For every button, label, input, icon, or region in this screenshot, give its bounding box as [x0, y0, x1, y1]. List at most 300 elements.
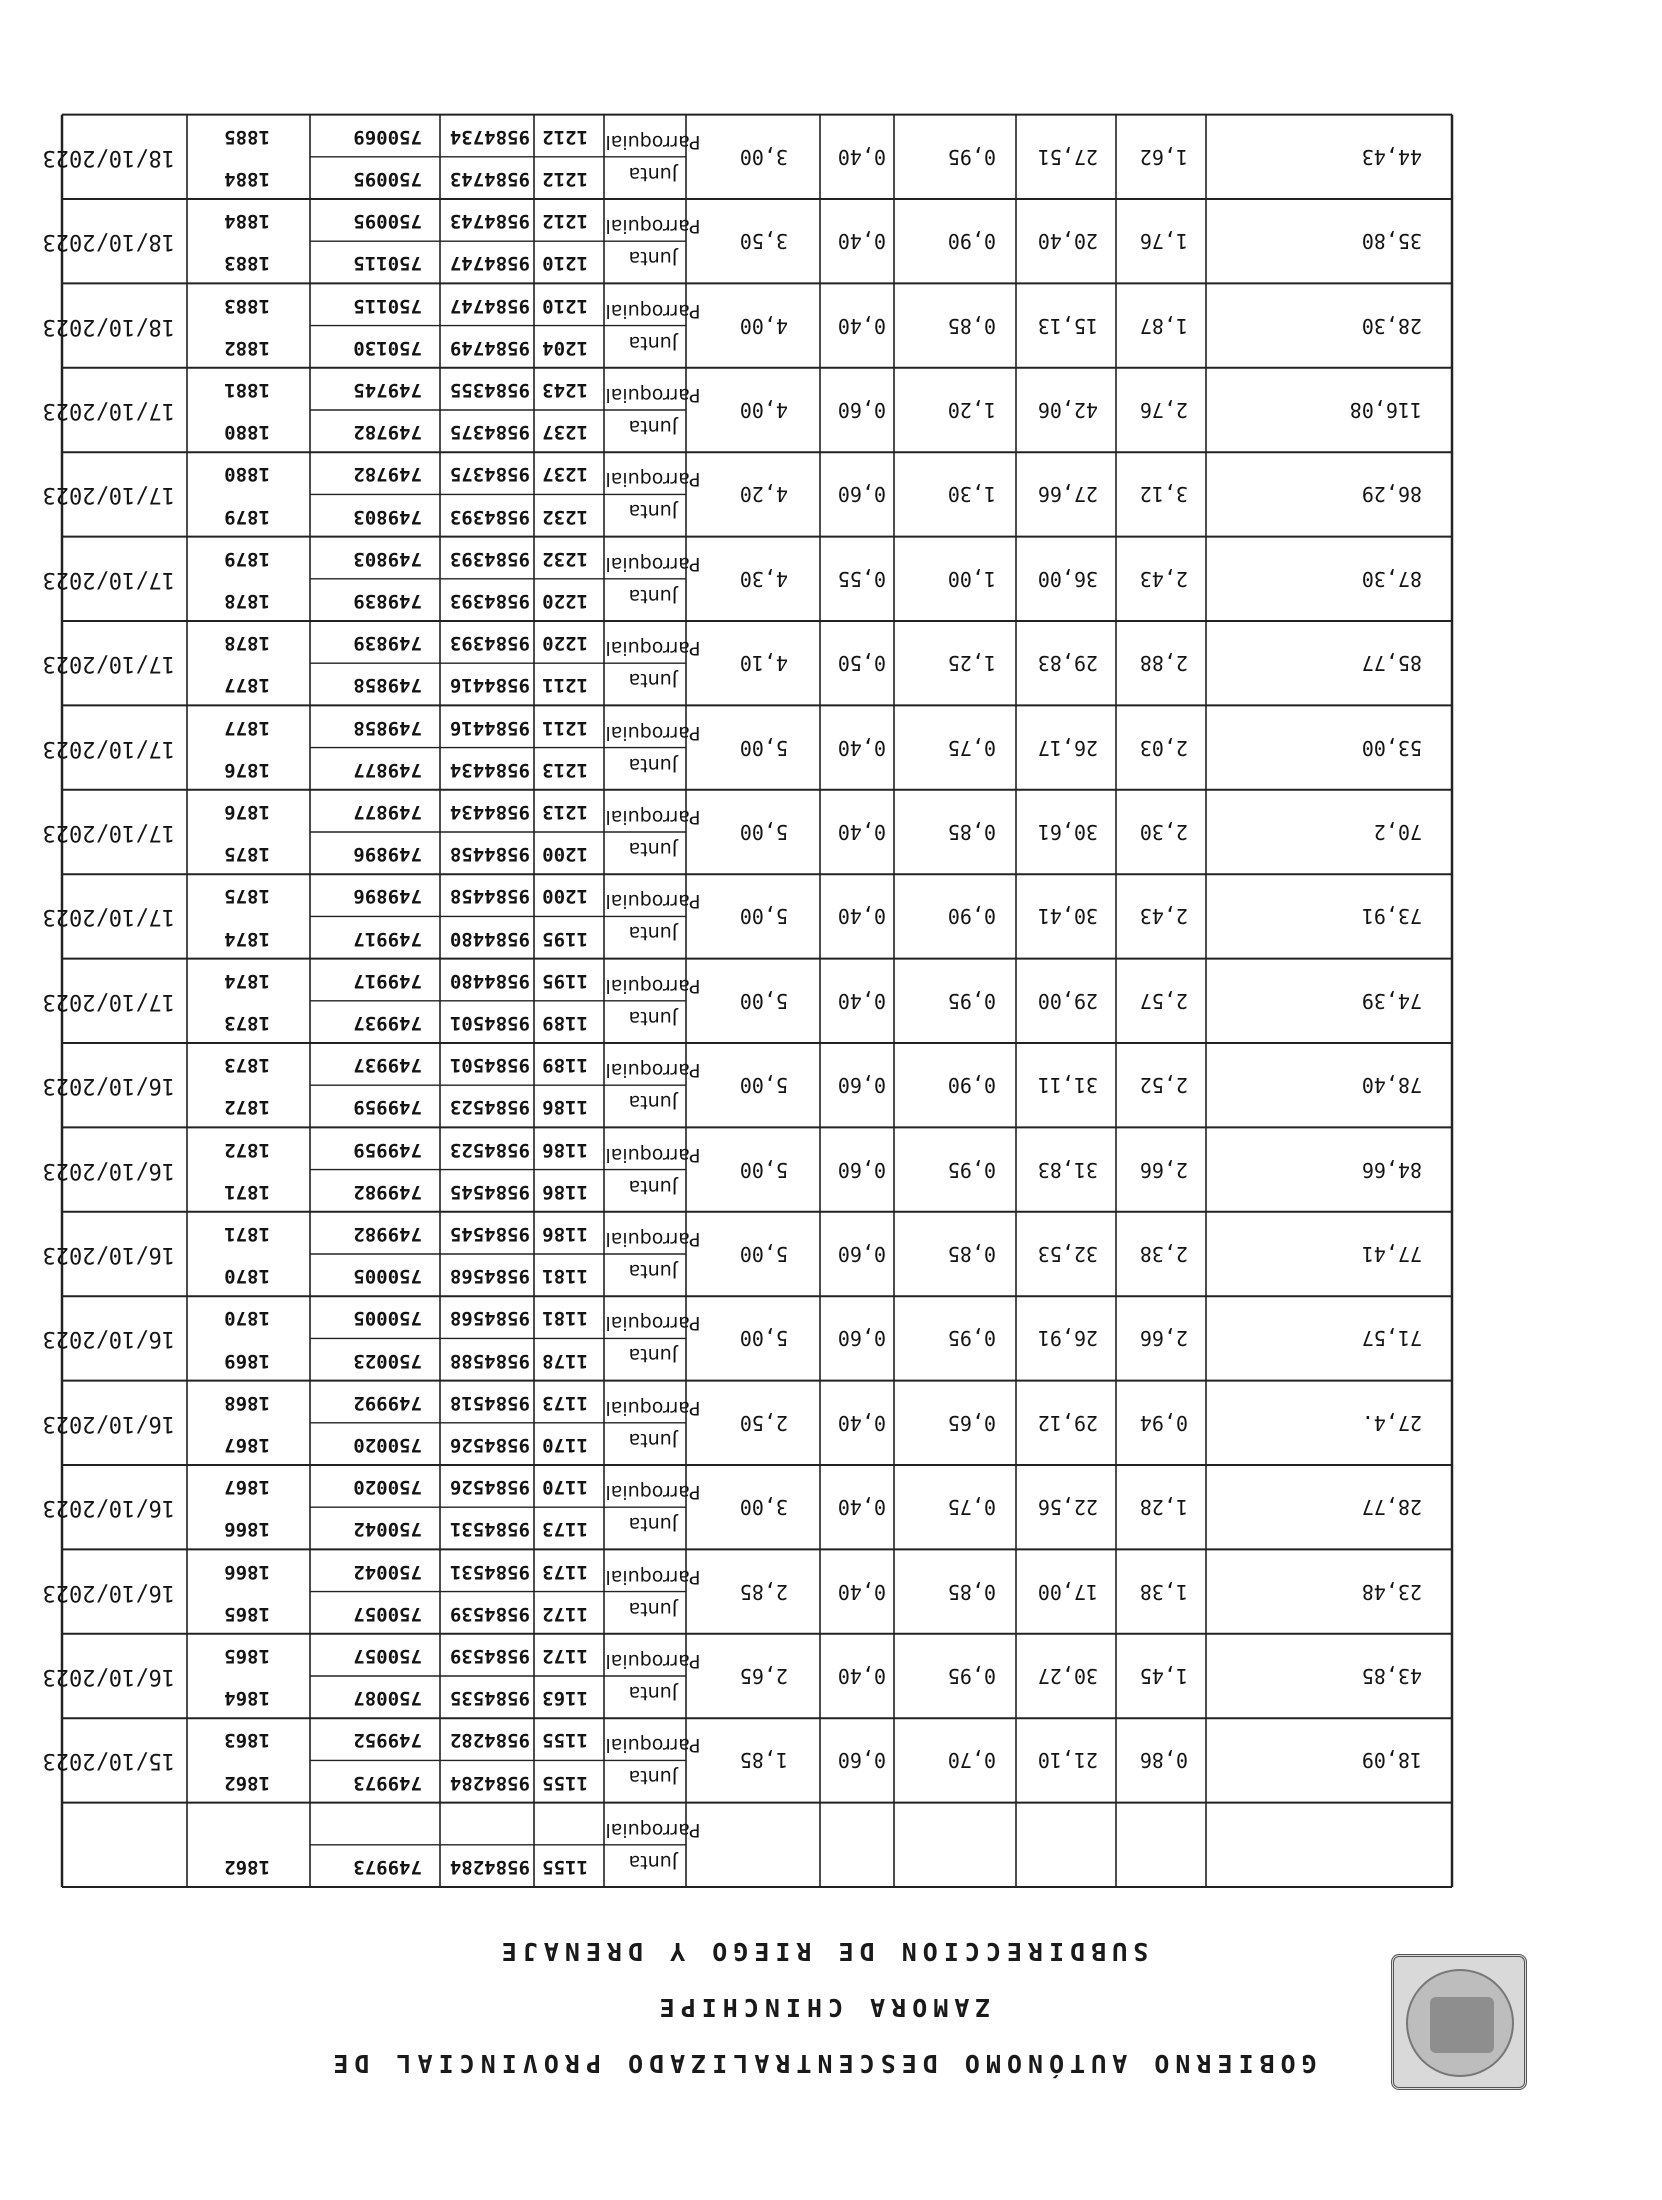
point-number: 1875: [224, 843, 270, 866]
cota: 1186: [542, 1138, 588, 1161]
coord-y: 9584545: [449, 1180, 530, 1203]
value-5: 1,62: [1139, 144, 1188, 169]
entity-line-1: Junta: [628, 669, 678, 692]
entity-line-1: Junta: [628, 1513, 678, 1536]
point-number: 1868: [224, 1391, 270, 1414]
value-4: 15,13: [1037, 313, 1098, 338]
point-number: 1867: [224, 1476, 270, 1499]
coord-x: 749992: [353, 1391, 422, 1414]
value-5: 2,38: [1139, 1242, 1188, 1266]
coord-x: 749917: [353, 927, 422, 950]
point-number: 1883: [224, 252, 270, 275]
cota: 1237: [542, 463, 588, 486]
value-3: 0,85: [947, 820, 996, 844]
entity-line-2: Parroquial: [605, 974, 701, 997]
record-date: 17/10/2023: [42, 651, 175, 677]
value-3: 0,85: [947, 313, 996, 338]
record-date: 17/10/2023: [42, 820, 175, 845]
value-total: 23,48: [1361, 1579, 1422, 1604]
value-1: 3,00: [739, 144, 788, 169]
record-date: 17/10/2023: [42, 566, 175, 592]
entity-line-2: Parroquial: [605, 1143, 701, 1166]
entity-line-2: Parroquial: [605, 1396, 701, 1419]
cota: 1172: [542, 1602, 588, 1625]
value-total: 77,41: [1361, 1242, 1422, 1266]
entity-line-2: Parroquial: [605, 1565, 701, 1588]
record-date: 16/10/2023: [42, 1073, 175, 1099]
value-total: 71,57: [1361, 1326, 1422, 1351]
value-1: 3,00: [739, 1495, 788, 1520]
coord-x: 750069: [353, 125, 422, 148]
entity-line-1: Junta: [628, 922, 678, 945]
value-total: 84,66: [1361, 1157, 1422, 1182]
value-2: 0,40: [837, 229, 886, 254]
coord-y: 9584434: [449, 758, 530, 781]
cota: 1213: [542, 758, 588, 781]
entity-line-1: Junta: [628, 1006, 678, 1029]
value-3: 0,65: [947, 1410, 996, 1435]
point-number: 1870: [224, 1265, 270, 1288]
value-5: 3,12: [1139, 482, 1188, 507]
coord-x: 750023: [353, 1349, 422, 1372]
coord-y: 9584747: [449, 252, 530, 275]
entity-line-1: Junta: [628, 838, 678, 860]
value-3: 0,95: [947, 1664, 996, 1688]
value-5: 2,76: [1139, 398, 1188, 422]
entity-line-1: Junta: [628, 162, 678, 185]
entity-line-1: Junta: [628, 584, 678, 607]
coord-x: 749877: [353, 801, 422, 823]
entity-line-1: Junta: [628, 1260, 678, 1282]
cota: 1155: [542, 1771, 588, 1794]
value-4: 30,61: [1037, 820, 1098, 844]
coord-y: 9584531: [449, 1518, 530, 1541]
entity-line-1: Junta: [628, 500, 678, 523]
entity-line-2: Parroquial: [605, 299, 701, 322]
cota: 1200: [542, 885, 588, 908]
value-5: 2,43: [1139, 904, 1188, 929]
cota: 1220: [542, 632, 588, 655]
value-5: 1,45: [1139, 1664, 1188, 1688]
value-5: 2,43: [1139, 566, 1188, 591]
value-5: 1,87: [1139, 313, 1188, 338]
cota: 1186: [542, 1223, 588, 1245]
record-date: 16/10/2023: [42, 1495, 175, 1521]
value-4: 30,27: [1037, 1664, 1098, 1688]
value-total: 35,80: [1361, 229, 1422, 254]
coord-x: 749937: [353, 1012, 422, 1034]
value-3: 0,90: [947, 904, 996, 929]
entity-line-1: Junta: [628, 247, 678, 270]
point-number: 1882: [224, 336, 270, 359]
point-number: 1866: [224, 1518, 270, 1541]
value-1: 3,50: [739, 229, 788, 254]
coord-x: 750115: [353, 294, 422, 317]
value-1: 2,85: [739, 1579, 788, 1604]
value-5: 0,94: [1139, 1410, 1188, 1435]
entity-line-1: Junta: [628, 1766, 678, 1789]
coord-x: 749973: [353, 1856, 422, 1878]
entity-line-2: Parroquial: [605, 552, 701, 575]
coord-y: 9584526: [449, 1476, 530, 1499]
value-2: 0,40: [837, 1495, 886, 1520]
value-4: 31,83: [1037, 1157, 1098, 1182]
coord-y: 9584535: [449, 1687, 530, 1710]
entity-line-1: Junta: [628, 1850, 678, 1873]
point-number: 1871: [224, 1180, 270, 1203]
entity-line-2: Parroquial: [605, 1650, 701, 1672]
coord-x: 750130: [353, 336, 422, 359]
coord-y: 9584284: [449, 1771, 530, 1794]
value-4: 21,10: [1037, 1748, 1098, 1773]
coord-x: 749917: [353, 969, 422, 992]
cota: 1163: [542, 1687, 588, 1710]
value-2: 0,60: [837, 1073, 886, 1098]
coord-y: 9584393: [449, 590, 530, 612]
coord-y: 9584743: [449, 168, 530, 190]
value-3: 1,30: [947, 482, 996, 507]
value-1: 5,00: [739, 820, 788, 844]
cota: 1173: [542, 1560, 588, 1583]
coord-x: 749839: [353, 590, 422, 612]
value-1: 5,00: [739, 735, 788, 760]
coord-y: 9584284: [449, 1856, 530, 1878]
value-total: 86,29: [1361, 482, 1422, 507]
point-number: 1870: [224, 1307, 270, 1330]
record-date: 17/10/2023: [42, 904, 175, 930]
cota: 1232: [542, 505, 588, 528]
value-total: 70,2: [1373, 820, 1422, 844]
coord-x: 750020: [353, 1434, 422, 1456]
value-2: 0,60: [837, 1157, 886, 1182]
coord-x: 749973: [353, 1771, 422, 1794]
value-3: 0,90: [947, 1073, 996, 1098]
coord-x: 749982: [353, 1223, 422, 1245]
coord-x: 750042: [353, 1560, 422, 1583]
value-total: 28,77: [1361, 1495, 1422, 1520]
value-2: 0,50: [837, 651, 886, 676]
coord-y: 9584743: [449, 210, 530, 233]
coord-x: 749745: [353, 379, 422, 401]
cota: 1186: [542, 1096, 588, 1119]
value-5: 1,38: [1139, 1579, 1188, 1604]
coord-y: 9584501: [449, 1054, 530, 1077]
coord-y: 9584393: [449, 632, 530, 655]
value-2: 0,40: [837, 820, 886, 844]
point-number: 1865: [224, 1602, 270, 1625]
value-4: 20,40: [1037, 229, 1098, 254]
value-total: 73,91: [1361, 904, 1422, 929]
cota: 1186: [542, 1180, 588, 1203]
point-number: 1879: [224, 505, 270, 528]
value-2: 0,40: [837, 735, 886, 760]
value-4: 27,51: [1037, 144, 1098, 169]
coord-y: 9584282: [449, 1729, 530, 1752]
entity-line-1: Junta: [628, 1091, 678, 1114]
point-number: 1873: [224, 1054, 270, 1077]
coord-y: 9584393: [449, 547, 530, 570]
cota: 1212: [542, 168, 588, 190]
record-date: 17/10/2023: [42, 482, 175, 508]
cota: 1204: [542, 336, 588, 359]
point-number: 1872: [224, 1138, 270, 1161]
entity-line-2: Parroquial: [605, 384, 701, 406]
value-2: 0,55: [837, 566, 886, 591]
point-number: 1881: [224, 379, 270, 401]
coord-x: 749959: [353, 1096, 422, 1119]
coord-x: 749782: [353, 463, 422, 486]
entity-line-2: Parroquial: [605, 1228, 701, 1250]
coord-x: 749839: [353, 632, 422, 655]
value-3: 0,95: [947, 144, 996, 169]
cota: 1210: [542, 294, 588, 317]
point-number: 1885: [224, 125, 270, 148]
coord-y: 9584734: [449, 125, 530, 148]
value-5: 2,57: [1139, 988, 1188, 1013]
cota: 1220: [542, 590, 588, 612]
coord-y: 9584588: [449, 1349, 530, 1372]
entity-line-2: Parroquial: [605, 806, 701, 828]
value-total: 53,00: [1361, 735, 1422, 760]
value-3: 0,85: [947, 1579, 996, 1604]
coord-x: 749982: [353, 1180, 422, 1203]
value-5: 1,76: [1139, 229, 1188, 254]
point-number: 1865: [224, 1645, 270, 1667]
value-4: 22,56: [1037, 1495, 1098, 1520]
entity-line-2: Parroquial: [605, 215, 701, 238]
cota: 1189: [542, 1012, 588, 1034]
value-5: 2,03: [1139, 735, 1188, 760]
value-1: 4,00: [739, 313, 788, 338]
record-date: 17/10/2023: [42, 735, 175, 761]
cota: 1212: [542, 125, 588, 148]
value-1: 4,00: [739, 398, 788, 422]
coord-x: 749952: [353, 1729, 422, 1752]
value-1: 5,00: [739, 988, 788, 1013]
value-2: 0,60: [837, 1748, 886, 1773]
value-3: 0,75: [947, 1495, 996, 1520]
point-number: 1874: [224, 927, 270, 950]
value-total: 87,30: [1361, 566, 1422, 591]
coord-y: 9584480: [449, 927, 530, 950]
value-1: 5,00: [739, 1073, 788, 1098]
coord-y: 9584375: [449, 463, 530, 486]
coord-x: 750087: [353, 1687, 422, 1710]
entity-line-2: Parroquial: [605, 1481, 701, 1504]
value-5: 2,88: [1139, 651, 1188, 676]
header-line-1: GOBIERNO AUTÓNOMO DESCENTRALIZADO PROVINCIAL DE: [327, 2049, 1317, 2078]
value-total: 44,43: [1361, 144, 1422, 169]
record-date: 18/10/2023: [42, 229, 175, 255]
coord-y: 9584434: [449, 801, 530, 823]
coord-x: 749782: [353, 421, 422, 444]
coord-x: 749896: [353, 843, 422, 866]
value-4: 29,00: [1037, 988, 1098, 1013]
value-2: 0,60: [837, 482, 886, 507]
cota: 1195: [542, 927, 588, 950]
value-4: 30,41: [1037, 904, 1098, 929]
coord-x: 750095: [353, 168, 422, 190]
coord-y: 9584568: [449, 1265, 530, 1288]
cota: 1213: [542, 801, 588, 823]
cota: 1243: [542, 379, 588, 401]
entity-line-2: Parroquial: [605, 890, 701, 913]
value-5: 2,66: [1139, 1326, 1188, 1351]
point-number: 1872: [224, 1096, 270, 1119]
coord-x: 750095: [353, 210, 422, 233]
coord-x: 750057: [353, 1645, 422, 1667]
value-3: 1,20: [947, 398, 996, 422]
value-1: 2,50: [739, 1410, 788, 1435]
value-4: 29,12: [1037, 1410, 1098, 1435]
value-total: 116,08: [1349, 398, 1422, 422]
point-number: 1878: [224, 632, 270, 655]
point-number: 1869: [224, 1349, 270, 1372]
entity-line-2: Parroquial: [605, 721, 701, 744]
coord-y: 9584749: [449, 336, 530, 359]
entity-line-2: Parroquial: [605, 130, 701, 153]
coord-y: 9584416: [449, 716, 530, 739]
value-total: 78,40: [1361, 1073, 1422, 1098]
value-5: 2,66: [1139, 1157, 1188, 1182]
value-1: 4,20: [739, 482, 788, 507]
coord-x: 749896: [353, 885, 422, 908]
record-date: 16/10/2023: [42, 1579, 175, 1605]
point-number: 1883: [224, 294, 270, 317]
point-number: 1874: [224, 969, 270, 992]
value-total: 28,30: [1361, 313, 1422, 338]
entity-line-2: Parroquial: [605, 1059, 701, 1082]
coord-x: 749959: [353, 1138, 422, 1161]
entity-line-2: Parroquial: [605, 1734, 701, 1757]
coord-x: 750115: [353, 252, 422, 275]
record-date: 17/10/2023: [42, 398, 175, 423]
coord-x: 749858: [353, 674, 422, 697]
cota: 1237: [542, 421, 588, 444]
point-number: 1876: [224, 758, 270, 781]
entity-line-2: Parroquial: [605, 1818, 701, 1841]
coord-x: 749803: [353, 505, 422, 528]
entity-line-1: Junta: [628, 1597, 678, 1620]
value-1: 5,00: [739, 1326, 788, 1351]
value-1: 5,00: [739, 904, 788, 929]
value-total: 18,09: [1361, 1748, 1422, 1773]
value-1: 5,00: [739, 1242, 788, 1266]
cota: 1178: [542, 1349, 588, 1372]
entity-line-1: Junta: [628, 753, 678, 776]
point-number: 1878: [224, 590, 270, 612]
point-number: 1873: [224, 1012, 270, 1034]
cota: 1195: [542, 969, 588, 992]
value-1: 4,10: [739, 651, 788, 676]
cota: 1172: [542, 1645, 588, 1667]
value-3: 0,70: [947, 1748, 996, 1773]
point-number: 1884: [224, 168, 270, 190]
entity-line-1: Junta: [628, 416, 678, 438]
value-total: 74,39: [1361, 988, 1422, 1013]
value-1: 5,00: [739, 1157, 788, 1182]
entity-line-2: Parroquial: [605, 468, 701, 491]
header-line-3: SUBDIRECCION DE RIEGO Y DRENAJE: [495, 1937, 1149, 1966]
value-3: 0,75: [947, 735, 996, 760]
point-number: 1867: [224, 1434, 270, 1456]
entity-line-2: Parroquial: [605, 637, 701, 660]
record-date: 16/10/2023: [42, 1326, 175, 1352]
point-number: 1879: [224, 547, 270, 570]
coord-x: 750005: [353, 1265, 422, 1288]
value-4: 31,11: [1037, 1073, 1098, 1098]
value-5: 0,86: [1139, 1748, 1188, 1773]
value-2: 0,60: [837, 1242, 886, 1266]
point-number: 1862: [224, 1771, 270, 1794]
value-3: 0,95: [947, 988, 996, 1013]
value-total: 85,77: [1361, 651, 1422, 676]
record-date: 16/10/2023: [42, 1664, 175, 1689]
point-number: 1880: [224, 463, 270, 486]
coord-y: 9584355: [449, 379, 530, 401]
entity-line-2: Parroquial: [605, 1312, 701, 1335]
coord-y: 9584539: [449, 1645, 530, 1667]
value-2: 0,40: [837, 988, 886, 1013]
coord-y: 9584568: [449, 1307, 530, 1330]
value-5: 2,30: [1139, 820, 1188, 844]
record-date: 15/10/2023: [42, 1748, 175, 1774]
record-date: 18/10/2023: [42, 144, 175, 170]
value-1: 2,65: [739, 1664, 788, 1688]
coord-y: 9584747: [449, 294, 530, 317]
cota: 1200: [542, 843, 588, 866]
cota: 1210: [542, 252, 588, 275]
coord-x: 749803: [353, 547, 422, 570]
entity-line-1: Junta: [628, 331, 678, 354]
coord-y: 9584480: [449, 969, 530, 992]
cota: 1155: [542, 1729, 588, 1752]
cota: 1170: [542, 1476, 588, 1499]
value-2: 0,40: [837, 1579, 886, 1604]
cota: 1212: [542, 210, 588, 233]
point-number: 1877: [224, 716, 270, 739]
coord-x: 750020: [353, 1476, 422, 1499]
value-4: 32,53: [1037, 1242, 1098, 1266]
value-4: 17,00: [1037, 1579, 1098, 1604]
value-1: 1,85: [739, 1748, 788, 1773]
value-4: 42,06: [1037, 398, 1098, 422]
record-date: 16/10/2023: [42, 1410, 175, 1436]
cota: 1173: [542, 1518, 588, 1541]
cota: 1211: [542, 674, 588, 697]
coord-y: 9584458: [449, 843, 530, 866]
point-number: 1876: [224, 801, 270, 823]
value-2: 0,60: [837, 398, 886, 422]
value-4: 27,66: [1037, 482, 1098, 507]
coord-y: 9584375: [449, 421, 530, 444]
value-3: 0,90: [947, 229, 996, 254]
record-date: 18/10/2023: [42, 313, 175, 339]
cota: 1170: [542, 1434, 588, 1456]
coord-y: 9584458: [449, 885, 530, 908]
value-3: 0,95: [947, 1326, 996, 1351]
coord-x: 750057: [353, 1602, 422, 1625]
value-2: 0,40: [837, 1410, 886, 1435]
entity-line-1: Junta: [628, 1682, 678, 1704]
record-date: 16/10/2023: [42, 1157, 175, 1183]
value-3: 0,85: [947, 1242, 996, 1266]
coord-x: 749937: [353, 1054, 422, 1077]
coord-y: 9584518: [449, 1391, 530, 1414]
point-number: 1871: [224, 1223, 270, 1245]
entity-line-1: Junta: [628, 1428, 678, 1451]
value-total: 27,4.: [1361, 1410, 1422, 1435]
